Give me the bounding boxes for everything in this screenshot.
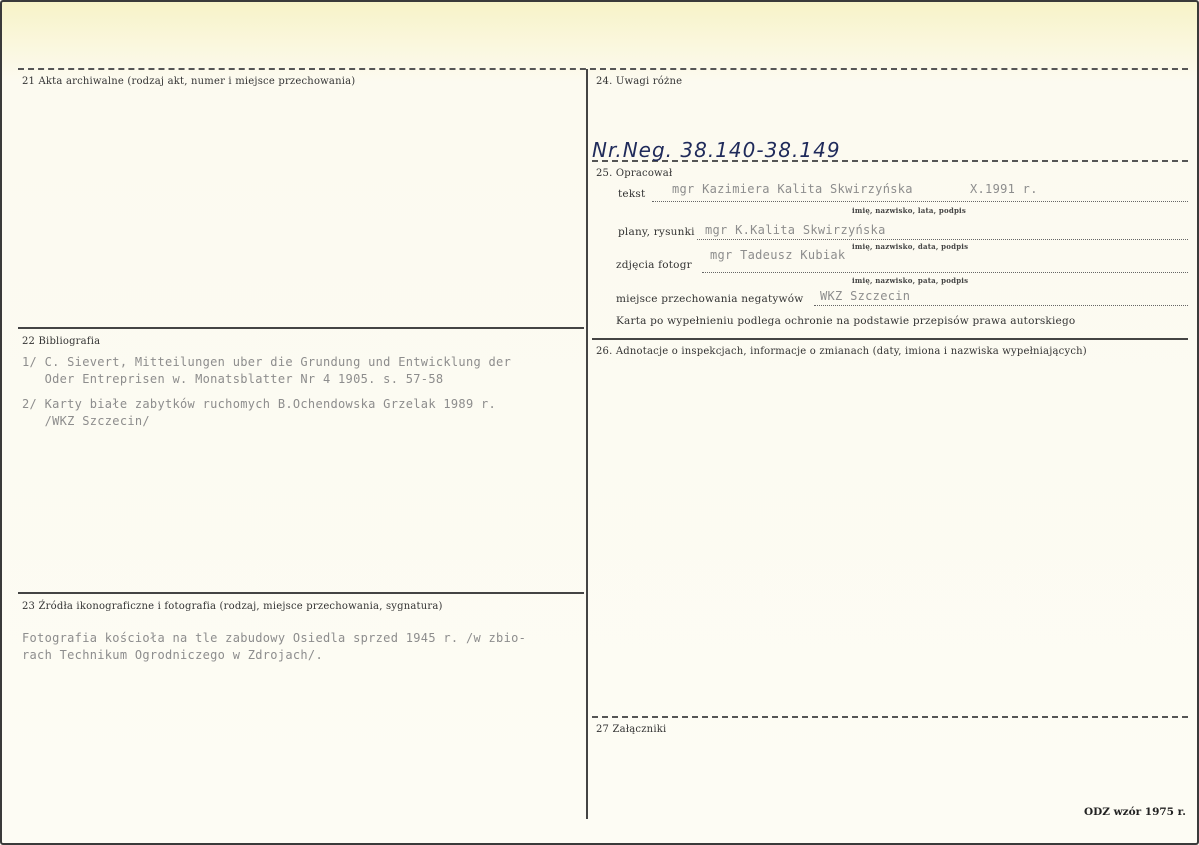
rule-21-22 [18, 327, 584, 329]
section-27-label: 27 Załączniki [596, 724, 667, 735]
bibliography-entry-1: 1/ C. Sievert, Mitteilungen uber die Grundung und Entwicklung der Oder Entreprisen w. Monatsblatter Nr 4 1905. s. 57-58 [22, 355, 512, 386]
caption-zdjecia: imię, nazwisko, pata, podpis [852, 276, 969, 285]
miejsce-label: miejsce przechowania negatywów [616, 293, 804, 305]
tekst-label: tekst [618, 188, 646, 200]
top-rule [18, 68, 1188, 70]
tekst-value: mgr Kazimiera Kalita Skwirzyńska [672, 182, 913, 196]
caption-plany: imię, nazwisko, data, podpis [852, 242, 969, 251]
rule-26-27 [592, 716, 1188, 718]
section-21-label: 21 Akta archiwalne (rodzaj akt, numer i miejsce przechowania) [22, 76, 356, 87]
tekst-date: X.1991 r. [970, 182, 1038, 196]
plany-label: plany, rysunki [618, 226, 695, 238]
section-23-label: 23 Źródła ikonograficzne i fotografia (rodzaj, miejsce przechowania, sygnatura) [22, 601, 443, 612]
copyright-note: Karta po wypełnieniu podlega ochronie na podstawie przepisów prawa autorskiego [616, 315, 1076, 327]
plany-value: mgr K.Kalita Skwirzyńska [705, 223, 886, 237]
section-26-label: 26. Adnotacje o inspekcjach, informacje o zmianach (daty, imiona i nazwiska wypełniających) [596, 346, 1087, 357]
miejsce-line [814, 305, 1188, 306]
miejsce-value: WKZ Szczecin [820, 289, 911, 303]
section-24-label: 24. Uwagi różne [596, 76, 683, 87]
plany-line [697, 239, 1188, 240]
negative-number-handwriting: Nr.Neg. 38.140-38.149 [592, 138, 841, 162]
bibliography-entry-2: 2/ Karty białe zabytków ruchomych B.Ochendowska Grzelak 1989 r. /WKZ Szczecin/ [22, 397, 497, 428]
form-footer: ODZ wzór 1975 r. [1084, 806, 1186, 818]
section-22-label: 22 Bibliografia [22, 336, 101, 347]
iconography-text: Fotografia kościoła na tle zabudowy Osiedla sprzed 1945 r. /w zbio- rach Technikum Ogrodniczego w Zdrojach/. [22, 631, 527, 662]
tekst-line [652, 201, 1188, 202]
zdjecia-line [702, 272, 1188, 273]
zdjecia-label: zdjęcia fotogr [616, 259, 692, 271]
rule-25-26 [592, 338, 1188, 340]
zdjecia-value: mgr Tadeusz Kubiak [710, 248, 846, 262]
caption-tekst: imię, nazwisko, lata, podpis [852, 206, 967, 215]
section-25-label: 25. Opracował [596, 168, 673, 179]
center-divider [586, 69, 588, 819]
rule-22-23 [18, 592, 584, 594]
